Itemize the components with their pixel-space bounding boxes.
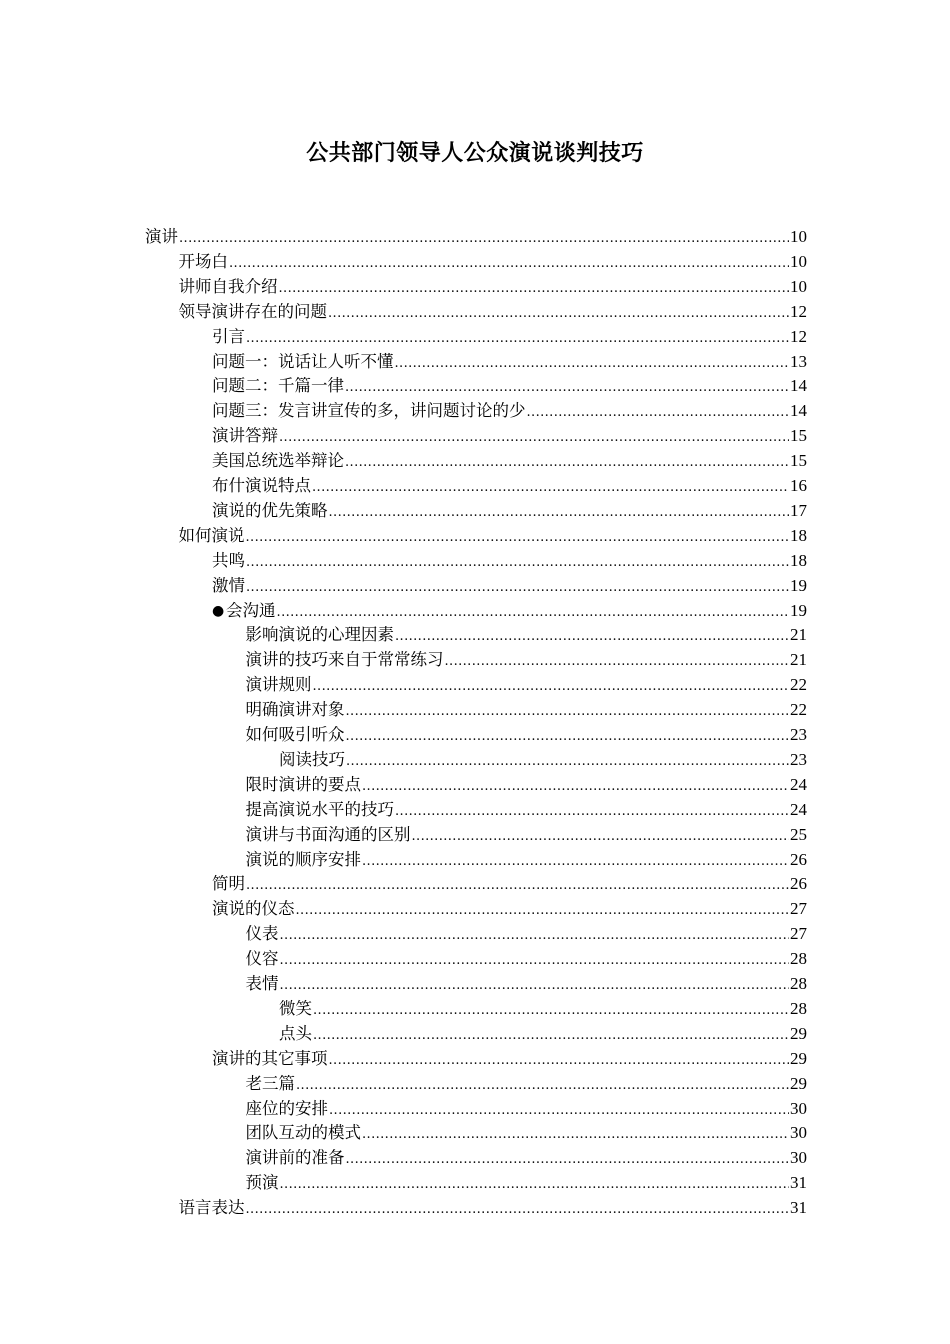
- toc-entry[interactable]: [212, 574, 807, 598]
- toc-dot-leader: [395, 354, 790, 374]
- toc-dot-leader: [179, 229, 789, 249]
- toc-entry[interactable]: [212, 325, 807, 349]
- toc-page-number: 25: [790, 824, 807, 844]
- toc-entry[interactable]: [212, 474, 807, 498]
- toc-entry-label: 问题一：说话让人听不懂: [212, 351, 394, 371]
- toc-dot-leader: [346, 702, 790, 722]
- toc-page-number: 30: [790, 1123, 807, 1143]
- toc-entry-label: 点头: [279, 1023, 312, 1043]
- toc-page-number: 13: [790, 351, 807, 371]
- page-title: 公共部门领导人公众演说谈判技巧: [306, 141, 644, 166]
- toc-entry-label: 引言: [212, 326, 245, 346]
- toc-dot-leader: [277, 603, 789, 623]
- toc-dot-leader: [362, 1125, 789, 1145]
- toc-entry-label: 仪表: [245, 924, 279, 944]
- toc-entry-label: 演说的仪态: [212, 899, 295, 919]
- toc-dot-leader: [329, 1101, 789, 1121]
- toc-page-number: 21: [790, 650, 807, 670]
- toc-dot-leader: [279, 428, 789, 448]
- toc-page-number: 14: [790, 401, 807, 421]
- toc-entry[interactable]: [179, 275, 808, 299]
- toc-dot-leader: [296, 901, 790, 921]
- toc-entry[interactable]: [179, 300, 808, 324]
- toc-dot-leader: [329, 503, 790, 523]
- toc-entry[interactable]: [145, 225, 807, 249]
- toc-entry-label: 限时演讲的要点: [245, 774, 361, 794]
- toc-entry[interactable]: [246, 922, 808, 946]
- toc-entry-label: 仪容: [245, 949, 279, 969]
- toc-entry-label: 明确演讲对象: [245, 700, 345, 720]
- toc-entry[interactable]: [246, 723, 808, 747]
- toc-entry[interactable]: [212, 872, 807, 896]
- toc-entry-label: 简明: [212, 874, 245, 894]
- toc-dot-leader: [246, 553, 789, 573]
- toc-page-number: 29: [790, 1023, 807, 1043]
- toc-entry[interactable]: [246, 673, 808, 697]
- toc-entry-label: 问题三：发言讲宣传的多，讲问题讨论的少: [212, 401, 526, 421]
- toc-entry[interactable]: [179, 1196, 808, 1220]
- toc-dot-leader: [412, 827, 790, 847]
- toc-page-number: 31: [790, 1198, 807, 1218]
- toc-entry-label: 讲师自我介绍: [178, 276, 278, 296]
- toc-entry[interactable]: [279, 1022, 807, 1046]
- toc-dot-leader: [246, 528, 790, 548]
- toc-entry-label: 演讲: [145, 227, 178, 246]
- toc-dot-leader: [346, 727, 790, 747]
- toc-entry[interactable]: [246, 648, 808, 672]
- toc-dot-leader: [362, 777, 789, 797]
- toc-entry[interactable]: [246, 823, 808, 847]
- toc-page-number: 28: [790, 949, 807, 969]
- toc-dot-leader: [313, 677, 790, 697]
- toc-dot-leader: [395, 627, 789, 647]
- toc-dot-leader: [229, 254, 789, 274]
- toc-entry-label: 老三篇: [245, 1073, 295, 1093]
- toc-dot-leader: [246, 1200, 790, 1220]
- toc-entry-label: 演讲前的准备: [245, 1148, 345, 1168]
- toc-page-number: 27: [790, 924, 807, 944]
- toc-dot-leader: [246, 876, 789, 896]
- toc-page-number: 24: [790, 799, 807, 819]
- toc-dot-leader: [296, 1076, 789, 1096]
- toc-entry-label: 如何吸引听众: [245, 725, 345, 744]
- toc-entry-label: 领导演讲存在的问题: [178, 301, 327, 321]
- toc-entry[interactable]: [246, 798, 808, 822]
- toc-entry[interactable]: [246, 972, 808, 996]
- toc-dot-leader: [395, 802, 789, 822]
- toc-dot-leader: [280, 951, 790, 971]
- toc-page-number: 26: [790, 849, 807, 869]
- toc-page-number: 26: [790, 874, 807, 894]
- toc-entry-label: 表情: [245, 974, 279, 993]
- toc-entry[interactable]: [212, 424, 807, 448]
- toc-entry[interactable]: [212, 399, 807, 423]
- toc-dot-leader: [279, 279, 790, 299]
- toc-entry[interactable]: [246, 1072, 808, 1096]
- toc-dot-leader: [246, 329, 789, 349]
- toc-page-number: 30: [790, 1148, 807, 1168]
- toc-page-number: 19: [790, 575, 807, 595]
- toc-page-number: 27: [790, 899, 807, 919]
- toc-page-number: 21: [790, 625, 807, 645]
- toc-dot-leader: [329, 1051, 790, 1071]
- toc-entry[interactable]: [212, 449, 807, 473]
- toc-dot-leader: [280, 976, 790, 996]
- toc-dot-leader: [346, 752, 789, 772]
- toc-page-number: 23: [790, 749, 807, 769]
- toc-page-number: 12: [790, 301, 807, 321]
- toc-entry[interactable]: [212, 499, 807, 523]
- toc-entry[interactable]: [212, 1047, 807, 1071]
- toc-page-number: 17: [790, 500, 807, 520]
- toc-entry[interactable]: [279, 997, 807, 1021]
- toc-dot-leader: [346, 1150, 790, 1170]
- toc-dot-leader: [313, 1026, 789, 1046]
- toc-dot-leader: [445, 652, 790, 672]
- toc-page-number: 16: [790, 476, 807, 495]
- toc-entry-label: 演说的顺序安排: [245, 849, 361, 869]
- toc-entry-label: 微笑: [279, 998, 312, 1018]
- toc-entry[interactable]: [246, 698, 808, 722]
- toc-entry-label: 演讲答辩: [212, 426, 278, 446]
- toc-page-number: 31: [790, 1173, 807, 1193]
- toc-entry-label: 预演: [245, 1173, 279, 1193]
- toc-entry-label: 演说的优先策略: [212, 500, 328, 520]
- toc-entry[interactable]: [246, 1171, 808, 1195]
- toc-page-number: 29: [790, 1048, 807, 1068]
- toc-page-number: 12: [790, 326, 807, 346]
- toc-dot-leader: [280, 1175, 790, 1195]
- toc-page-number: 10: [790, 227, 807, 246]
- toc-dot-leader: [280, 926, 790, 946]
- toc-entry-label: 语言表达: [178, 1198, 245, 1218]
- toc-entry-label: 激情: [212, 575, 245, 595]
- toc-entry[interactable]: [246, 848, 808, 872]
- toc-page-number: 14: [790, 376, 807, 396]
- toc-page-number: 24: [790, 774, 807, 794]
- toc-entry[interactable]: [212, 374, 807, 398]
- toc-entry[interactable]: [179, 250, 808, 274]
- toc-entry-label: 开场白: [178, 251, 228, 271]
- toc-entry-label: 会沟通: [226, 600, 276, 620]
- toc-entry[interactable]: [212, 599, 807, 623]
- toc-entry-label: 团队互动的模式: [245, 1123, 361, 1143]
- toc-entry-label: 演讲的其它事项: [212, 1048, 328, 1068]
- toc-entry[interactable]: [246, 1097, 808, 1121]
- toc-page-number: 30: [790, 1098, 807, 1118]
- toc-entry-label: 美国总统选举辩论: [212, 451, 344, 471]
- toc-page-number: 23: [790, 725, 807, 744]
- bullet-icon: ●: [212, 602, 225, 619]
- toc-page-number: 28: [790, 998, 807, 1018]
- toc-entry[interactable]: [246, 623, 808, 647]
- toc-entry-label: 共鸣: [212, 550, 245, 570]
- toc-page-number: 22: [790, 675, 807, 695]
- toc-entry[interactable]: [279, 748, 807, 772]
- toc-dot-leader: [527, 403, 790, 423]
- toc-entry[interactable]: [246, 947, 808, 971]
- toc-entry[interactable]: [212, 350, 807, 374]
- toc-entry-label: 布什演说特点: [212, 476, 311, 495]
- toc-dot-leader: [362, 852, 789, 872]
- toc-page-number: 10: [790, 276, 807, 296]
- toc-dot-leader: [328, 304, 789, 324]
- toc-entry[interactable]: [246, 773, 808, 797]
- toc-entry[interactable]: [212, 897, 807, 921]
- toc-entry[interactable]: [246, 1146, 808, 1170]
- toc-page-number: 22: [790, 700, 807, 720]
- toc-dot-leader: [313, 1001, 789, 1021]
- toc-entry-label: 问题二：千篇一律: [212, 376, 344, 396]
- toc-entry-label: 阅读技巧: [279, 749, 345, 769]
- toc-entry-label: 演讲规则: [245, 675, 312, 695]
- toc-entry-label: 演讲的技巧来自于常常练习: [245, 650, 444, 670]
- toc-entry[interactable]: [179, 524, 808, 548]
- toc-dot-leader: [345, 378, 789, 398]
- toc-page-number: 28: [790, 974, 807, 993]
- toc-entry-label: 提高演说水平的技巧: [245, 799, 394, 819]
- toc-dot-leader: [246, 578, 789, 598]
- toc-page-number: 15: [790, 451, 807, 471]
- toc-dot-leader: [345, 453, 789, 473]
- toc-entry-label: 座位的安排: [245, 1098, 328, 1118]
- toc-entry-label: 如何演说: [178, 525, 245, 545]
- toc-page-number: 19: [790, 600, 807, 620]
- toc-page-number: 10: [790, 251, 807, 271]
- toc-page-number: 15: [790, 426, 807, 446]
- toc-dot-leader: [312, 478, 789, 498]
- toc-entry[interactable]: [246, 1121, 808, 1145]
- toc-page-number: 29: [790, 1073, 807, 1093]
- toc-entry-label: 影响演说的心理因素: [245, 625, 394, 645]
- toc-entry[interactable]: [212, 549, 807, 573]
- toc-page-number: 18: [790, 550, 807, 570]
- toc-entry-label: 演讲与书面沟通的区别: [245, 824, 411, 844]
- toc-page-number: 18: [790, 525, 807, 545]
